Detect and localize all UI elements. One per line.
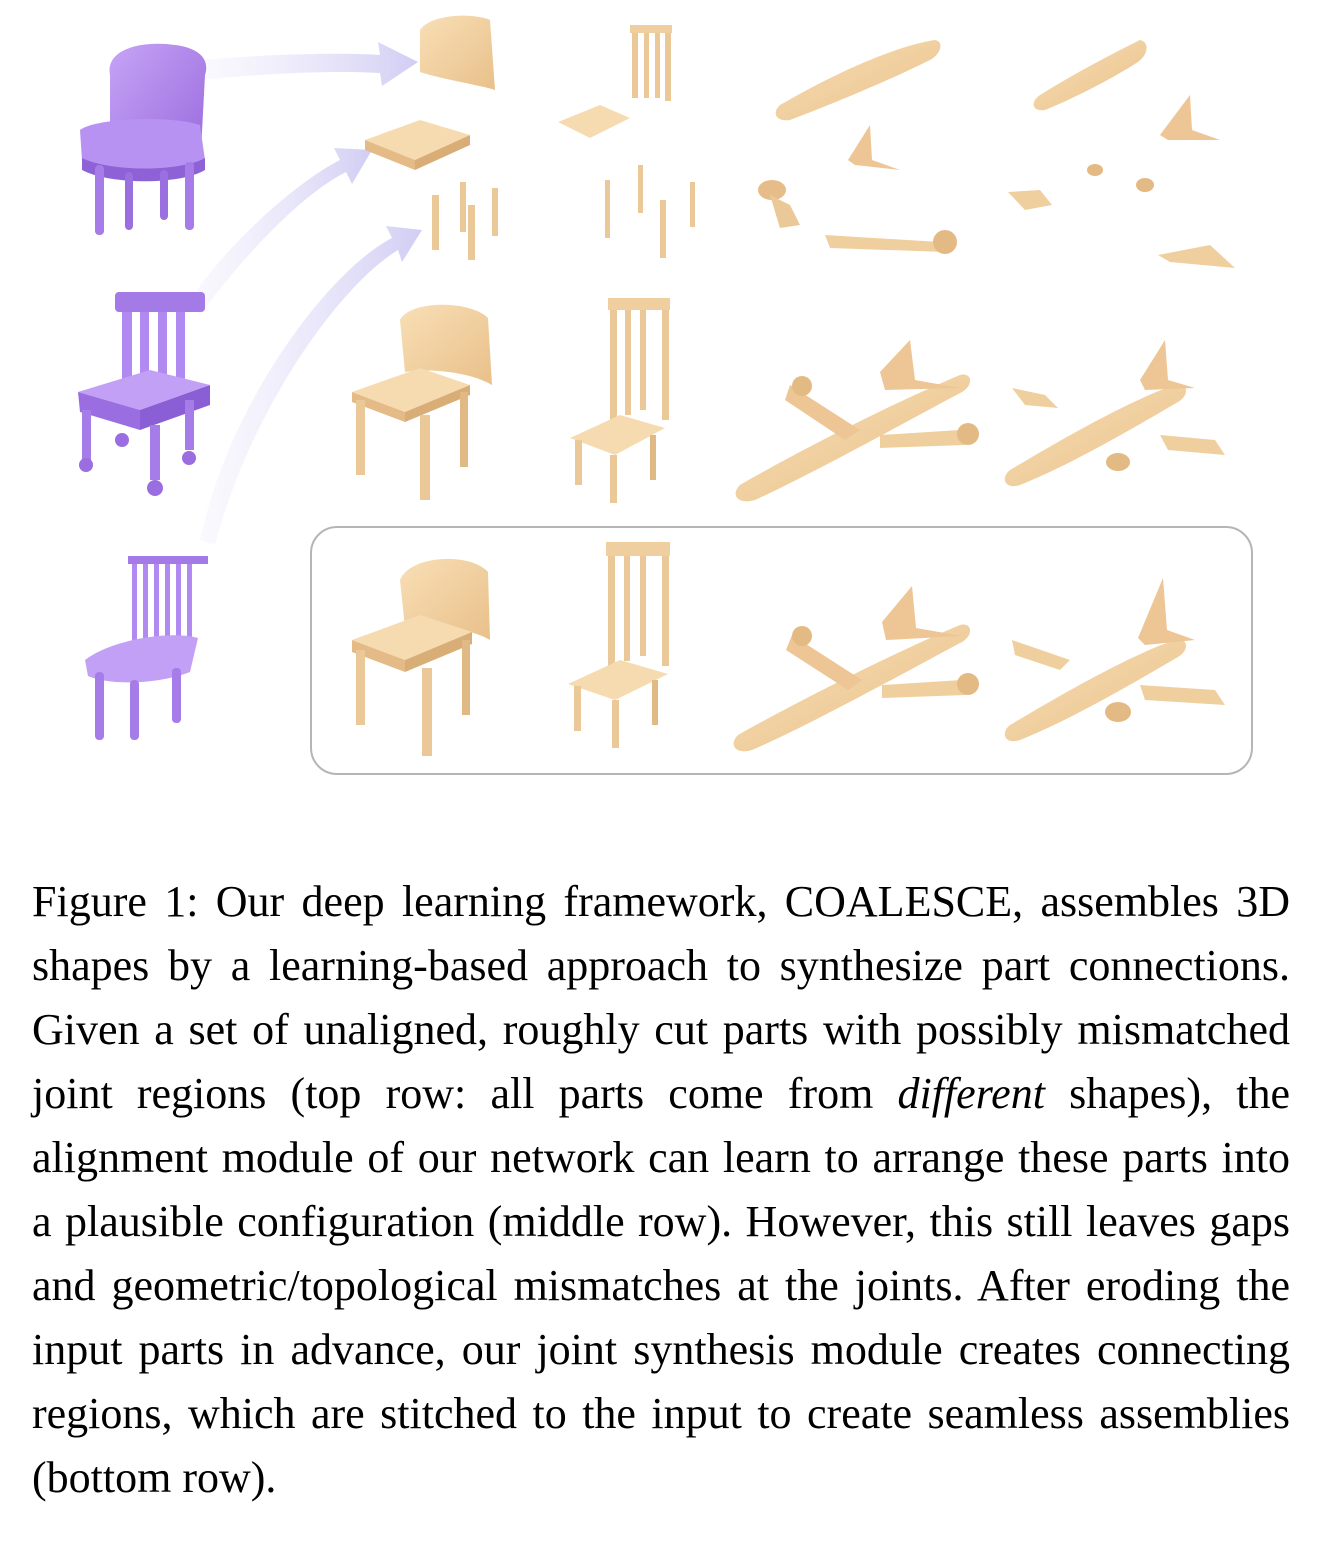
bottom-row-airplane-1 [734, 586, 979, 751]
middle-row-chair-2 [570, 298, 670, 503]
bottom-row-chair-1 [352, 559, 490, 756]
middle-row-airplane-2 [1005, 340, 1225, 486]
top-row-chair-parts-2 [558, 25, 695, 258]
top-row-airplane-parts-2 [1008, 40, 1235, 268]
arrow-icon [200, 42, 418, 86]
input-chair-3 [85, 556, 208, 740]
top-row-airplane-parts-1 [758, 40, 957, 254]
caption-text-part-2: shapes), the alignment module of our network can learn to arrange these parts into a plausible configuration (middle row). However, this still leaves gaps and geometric/topological mismatches at the joints. After eroding the input parts in advance, our joint synthesis module creates connecting regions, which are stitched to the input to create seamless assemblies (bottom row). [32, 1069, 1291, 1502]
input-chair-2 [78, 292, 210, 496]
middle-row-chair-1 [352, 305, 492, 500]
bottom-row-chair-2 [568, 542, 670, 748]
figure-caption [32, 870, 1290, 1510]
caption-label: Figure 1: [32, 877, 199, 926]
bottom-row-airplane-2 [1005, 578, 1225, 741]
caption-text-part-1: Our deep learning framework, COALESCE, assembles 3D shapes by a learning-based approach to synthesize part connections. Given a set of unaligned, roughly cut parts with possibly mismatched joint regions (top row: all parts come from [32, 877, 1290, 1118]
middle-row-airplane-1 [736, 340, 979, 501]
caption-emphasis: different [897, 1069, 1045, 1118]
input-chair-1 [80, 44, 206, 235]
